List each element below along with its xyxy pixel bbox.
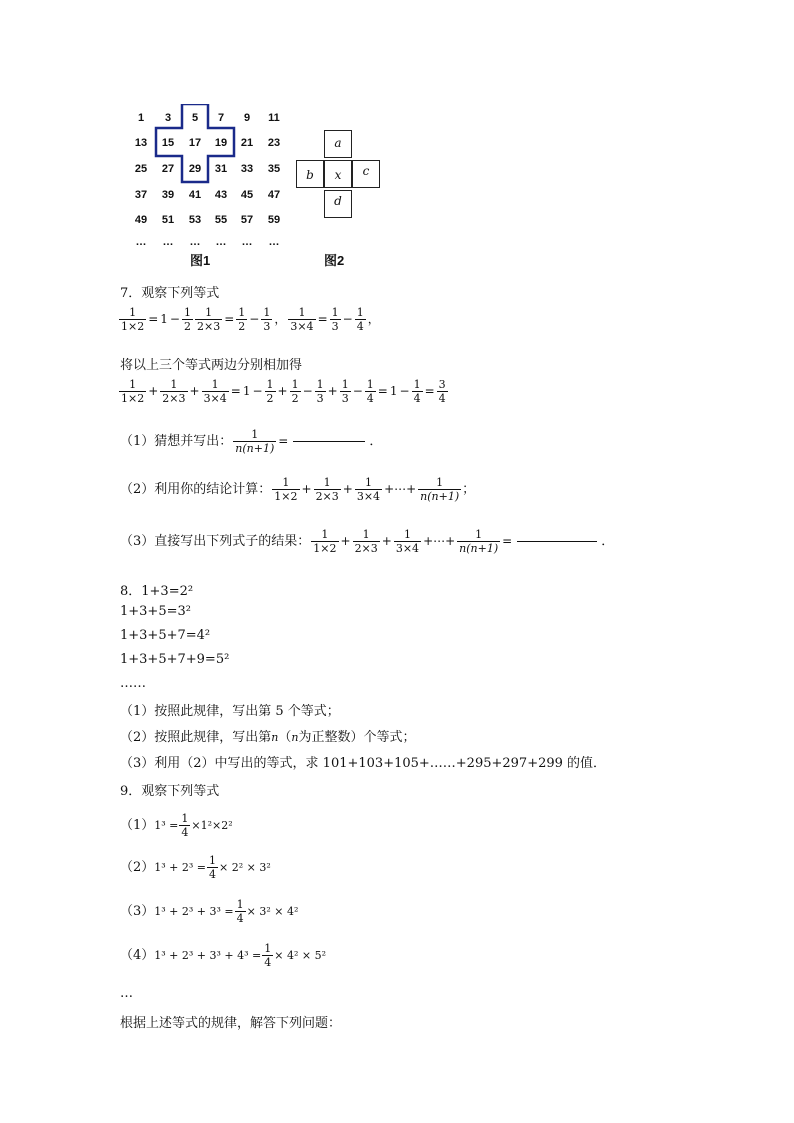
figure-2-caption: 图2 xyxy=(324,253,345,268)
q9-part-1: （1）1³ = $\frac{1}{4}$ ×1²×2² xyxy=(120,812,233,839)
grid-number: 53 xyxy=(188,214,202,226)
answer-blank-2[interactable] xyxy=(517,541,597,542)
grid-number: … xyxy=(241,236,253,248)
grid-number: 59 xyxy=(267,214,281,226)
q8-title: 8．1+3=2² xyxy=(120,584,194,599)
grid-number: 51 xyxy=(161,214,175,226)
q9-title: 9．观察下列等式 xyxy=(120,784,220,799)
grid-number: 21 xyxy=(240,137,254,149)
q8-ellipsis: …… xyxy=(120,676,146,691)
q8-line-2: 1+3+5=3² xyxy=(120,604,191,619)
figure-2-cross-diagram xyxy=(294,130,394,270)
q7-title: 7．观察下列等式 xyxy=(120,286,220,301)
q7-part-1: （1）猜想并写出： $\frac{1}{n(n+1)}$ = ． xyxy=(120,428,383,455)
grid-number: 9 xyxy=(243,112,251,124)
q7-sum-text: 将以上三个等式两边分别相加得 xyxy=(120,358,303,373)
grid-number: 7 xyxy=(217,112,225,124)
label-a: a xyxy=(334,136,342,150)
grid-number: 23 xyxy=(267,137,281,149)
grid-number: 39 xyxy=(161,189,175,201)
grid-number: 49 xyxy=(134,214,148,226)
q7-equations-1: $\frac{1}{1\times 2}$ = 1 − $\frac{1}{2}$ $\frac{1}{2\times 3}$ = $\frac{1}{2}$ − $\frac{1}{3}$ ， $\frac{1}{3\times 4}$ = $\frac{1}{3}$ − $\frac{1}{4}$ ， xyxy=(121,306,380,333)
grid-number: 1 xyxy=(137,112,145,124)
grid-number: 43 xyxy=(214,189,228,201)
grid-number: 55 xyxy=(214,214,228,226)
q9-part-2: （2）1³ + 2³ = $\frac{1}{4}$ × 2² × 3² xyxy=(120,854,271,881)
grid-number: 35 xyxy=(267,163,281,175)
grid-number: … xyxy=(189,236,201,248)
q8-part-3: （3）利用（2）中写出的等式，求 101+103+105+……+295+297+299 的值． xyxy=(120,756,607,771)
grid-number: … xyxy=(135,236,147,248)
grid-number: … xyxy=(162,236,174,248)
q9-part-3: （3）1³ + 2³ + 3³ = $\frac{1}{4}$ × 3² × 4² xyxy=(120,898,299,925)
q7-part-2: （2）利用你的结论计算： $\frac{1}{1\times 2}$ + $\frac{1}{2\times 3}$ + $\frac{1}{3\times 4}$ +⋯+ $\frac{1}{n(n+1)}$ ； xyxy=(120,476,476,503)
grid-number: 27 xyxy=(161,163,175,175)
grid-number: 25 xyxy=(134,163,148,175)
label-c: c xyxy=(362,164,370,178)
answer-blank-1[interactable] xyxy=(293,441,365,442)
grid-number: 37 xyxy=(134,189,148,201)
q9-ellipsis: … xyxy=(120,986,133,1001)
q8-line-3: 1+3+5+7=4² xyxy=(120,628,211,643)
q9-final: 根据上述等式的规律，解答下列问题： xyxy=(120,1016,342,1031)
q9-part-4: （4）1³ + 2³ + 3³ + 4³ = $\frac{1}{4}$ × 4² × 5² xyxy=(120,942,327,969)
q8-part-2: （2）按照此规律，写出第n（n为正整数）个等式； xyxy=(120,730,416,745)
q8-part-1: （1）按照此规律，写出第 5 个等式； xyxy=(120,704,340,719)
grid-number: 3 xyxy=(164,112,172,124)
grid-number: 47 xyxy=(267,189,281,201)
grid-number: 17 xyxy=(188,137,202,149)
grid-number: 11 xyxy=(268,112,280,124)
grid-number: 5 xyxy=(191,112,199,124)
grid-number: 29 xyxy=(188,163,202,175)
grid-number: 13 xyxy=(134,137,148,149)
figure-1-number-grid xyxy=(128,104,298,274)
label-d: d xyxy=(334,194,342,208)
q7-equations-sum: $\frac{1}{1\times 2}$ + $\frac{1}{2\times 3}$ + $\frac{1}{3\times 4}$ = 1 − $\frac{1}{2}$ + $\frac{1}{2}$ − $\frac{1}{3}$ + $\frac{1}{3}$ − $\frac{1}{4}$ = 1 − $\frac{1}{4}$ = $\frac{3}{4}$ xyxy=(121,378,446,405)
grid-number: 19 xyxy=(214,137,228,149)
grid-number: 41 xyxy=(188,189,202,201)
figure-1-caption: 图1 xyxy=(190,253,211,268)
grid-number: 33 xyxy=(240,163,254,175)
grid-number: 45 xyxy=(240,189,254,201)
q7-part-3: （3）直接写出下列式子的结果： $\frac{1}{1\times 2}$ + $\frac{1}{2\times 3}$ + $\frac{1}{3\times 4}$ +⋯+ $\frac{1}{n(n+1)}$ = ． xyxy=(120,528,615,555)
label-x: x xyxy=(334,168,342,182)
grid-number: … xyxy=(268,236,280,248)
label-b: b xyxy=(306,168,314,182)
grid-number: 15 xyxy=(161,137,175,149)
grid-number: … xyxy=(215,236,227,248)
grid-number: 57 xyxy=(240,214,254,226)
q8-line-4: 1+3+5+7+9=5² xyxy=(120,652,230,667)
grid-number: 31 xyxy=(214,163,228,175)
